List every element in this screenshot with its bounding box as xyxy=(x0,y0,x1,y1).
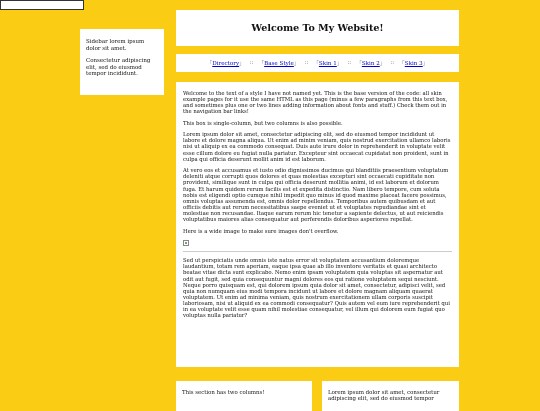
nav-item-directory xyxy=(207,59,245,67)
sidebar-text-1: Sidebar lorem ipsum dolor sit amet. xyxy=(86,39,145,52)
bracket-close: 」 xyxy=(422,61,429,67)
nav-item-base-style xyxy=(259,59,300,67)
nav-separator: :: xyxy=(304,60,309,66)
logo-image-broken xyxy=(0,0,84,10)
nav-item-skin-1 xyxy=(313,59,342,67)
content-divider xyxy=(183,251,452,252)
nav-separator: :: xyxy=(347,60,352,66)
content-paragraph-image-note: Here is a wide image to make sure images don't overflow. xyxy=(183,228,339,235)
content-paragraph-at-vero: At vero eos et accusamus et iusto odio dignissimos ducimus qui blanditiis praesentium voluptatum deleniti atque corrupti quos dolores et quas molestias excepturi sint occaecati cupiditate non provident, similique sunt in culpa qui officia deserunt mollitia animi, id est laborum et dolorum fuga. Et harum quidem rerum facilis est et expedita distinctio. Nam libero tempore, cum soluta nobis est eligendi optio cumque nihil impedit quo minus id quod maxime placeat facere possimus, omnis voluptas assumenda est, omnis dolor repellendus. Temporibus autem quibusdam et aut officiis debitis aut rerum necessitatibus saepe eveniet ut et voluptates repudiandae sint et molestiae non recusandae. Itaque earum rerum hic tenetur a sapiente delectus, ut aut reiciendis voluptatibus maiores alias consequatur aut perferendis doloribus asperiores repellat. xyxy=(183,168,449,224)
nav-link-base-style[interactable]: Base Style xyxy=(264,61,294,67)
sidebar-panel xyxy=(80,29,164,95)
nav-separator: :: xyxy=(249,60,254,66)
bracket-open: 「 xyxy=(313,61,319,67)
content-paragraph-lorem: Lorem ipsum dolor sit amet, consectetur adipiscing elit, sed do eiusmod tempor incididunt ut labore et dolore magna aliqua. Ut enim ad minim veniam, quis nostrud exercitation ullamco laboris nisi ut aliquip ex ea commodo consequat. Duis aute irure dolor in reprehenderit in voluptate velit esse cillum dolore eu fugiat nulla pariatur. Excepteur sint occaecat cupidatat non proident, sunt in culpa qui officia deserunt mollit anim id est laborum. xyxy=(183,132,451,163)
two-column-right-panel xyxy=(322,381,459,411)
content-paragraph-intro: Welcome to the text of a style I have not named yet. This is the base version of the code: all skin example pages for it use the same HTML as this page (minus a few paragraphs from this text box, and sometimes plus one or two lines adding information about fonts and stuff.) Check them out in the navigation bar links! xyxy=(183,91,448,116)
page-title: Welcome To My Website! xyxy=(251,22,384,34)
nav-item-skin-2 xyxy=(356,59,385,67)
bracket-close: 」 xyxy=(379,61,386,67)
nav-link-skin-3[interactable]: Skin 3 xyxy=(404,61,423,67)
two-column-left-panel xyxy=(176,381,312,411)
bracket-close: 」 xyxy=(293,61,300,67)
bracket-open: 「 xyxy=(258,61,265,67)
nav-link-skin-1[interactable]: Skin 1 xyxy=(318,61,337,67)
broken-image-icon xyxy=(183,240,189,246)
bracket-open: 「 xyxy=(399,61,405,67)
header-panel xyxy=(176,10,459,46)
bracket-close: 」 xyxy=(336,61,343,67)
main-content-panel xyxy=(176,82,459,367)
nav-link-skin-2[interactable]: Skin 2 xyxy=(361,61,380,67)
content-paragraph-sed-ut: Sed ut perspiciatis unde omnis iste natus error sit voluptatem accusantium doloremque laudantium, totam rem aperiam, eaque ipsa quae ab illo inventore veritatis et quasi architecto beatae vitae dicta sunt explicabo. Nemo enim ipsam voluptatem quia voluptas sit aspernatur aut odit aut fugit, sed quia consequuntur magni dolores eos qui ratione voluptatem sequi nesciunt. Neque porro quisquam est, qui dolorem ipsum quia dolor sit amet, consectetur, adipisci velit, sed quia non numquam eius modi tempora incidunt ut labore et dolore magnam aliquam quaerat voluptatem. Ut enim ad minima veniam, quis nostrum exercitationem ullam corporis suscipit laboriosam, nisi ut aliquid ex ea commodi consequatur? Quis autem vel eum iure reprehenderit qui in ea voluptate velit esse quam nihil molestiae consequatur, vel illum qui dolorem eum fugiat quo voluptas nulla pariatur? xyxy=(183,258,450,320)
sidebar-text-2: Consectetur adipiscing elit, sed do eiusmod tempor incididunt. xyxy=(86,58,151,78)
nav-link-directory[interactable]: Directory xyxy=(212,61,240,67)
nav-bar xyxy=(176,54,459,72)
nav-separator: :: xyxy=(390,60,395,66)
column-right-text: Lorem ipsum dolor sit amet, consectetur adipiscing elit, sed do eiusmod tempor xyxy=(328,390,440,403)
bracket-open: 「 xyxy=(356,61,362,67)
nav-item-skin-3 xyxy=(399,59,428,67)
column-left-text: This section has two columns! xyxy=(182,390,265,396)
bracket-open: 「 xyxy=(206,61,213,67)
bracket-close: 」 xyxy=(239,61,245,67)
content-paragraph-columns-note: This box is single-column, but two columns is also possible. xyxy=(183,120,343,127)
